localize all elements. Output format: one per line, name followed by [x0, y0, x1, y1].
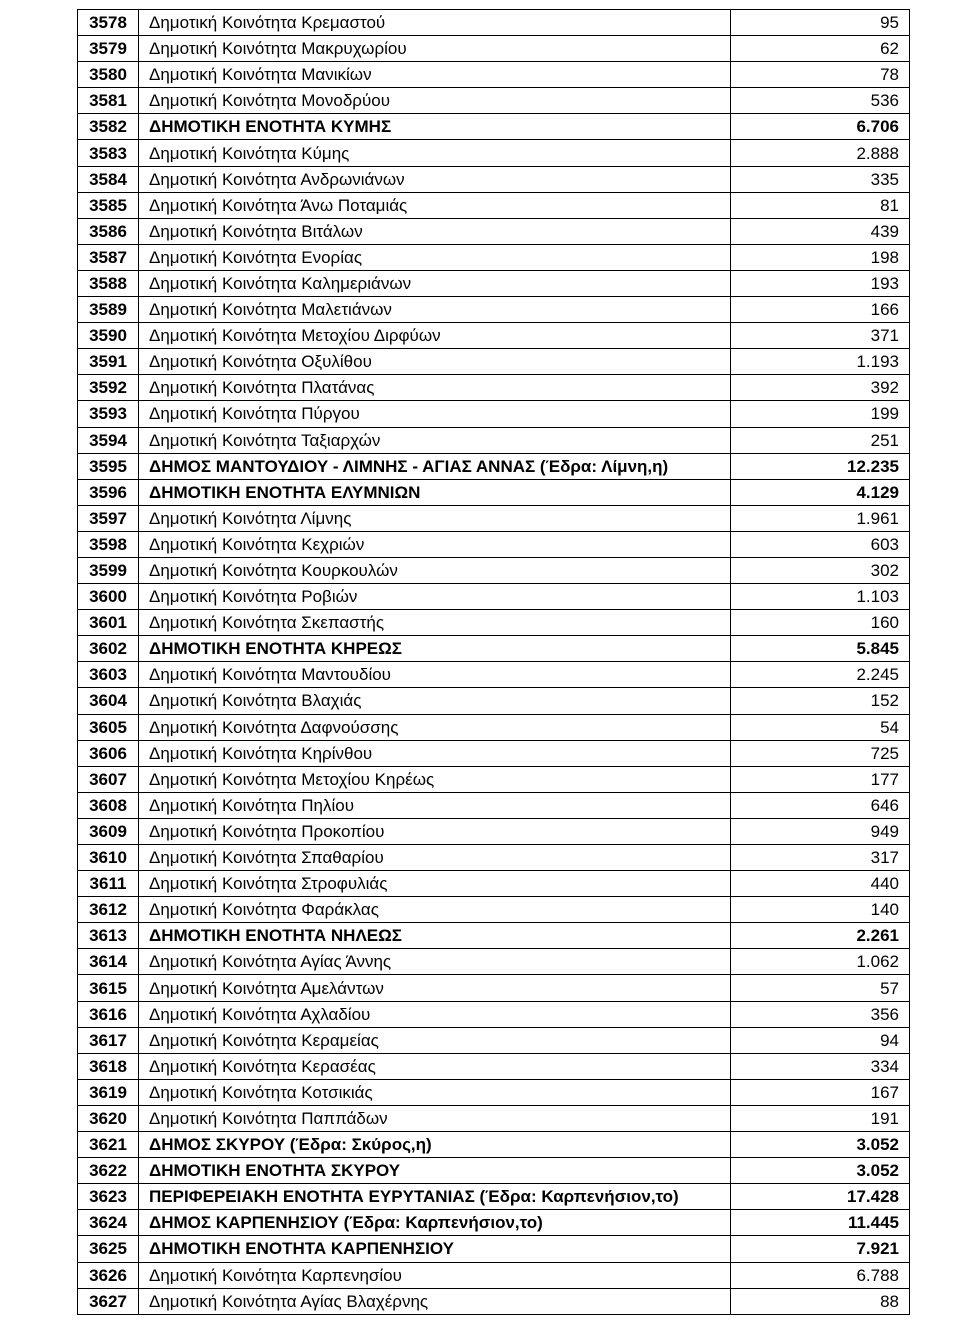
row-population: 1.961 [731, 505, 910, 531]
row-code: 3609 [78, 818, 139, 844]
row-code: 3600 [78, 584, 139, 610]
table-row [78, 401, 910, 427]
row-code: 3626 [78, 1262, 139, 1288]
row-name: Δημοτική Κοινότητα Κερασέας [139, 1053, 731, 1079]
table-row [78, 818, 910, 844]
table-row [78, 1184, 910, 1210]
row-code: 3618 [78, 1053, 139, 1079]
row-population: 2.888 [731, 140, 910, 166]
table-row [78, 62, 910, 88]
row-population: 439 [731, 218, 910, 244]
row-population: 3.052 [731, 1158, 910, 1184]
row-name: ΔΗΜΟΤΙΚΗ ΕΝΟΤΗΤΑ ΚΥΜΗΣ [139, 114, 731, 140]
row-name: Δημοτική Κοινότητα Καρπενησίου [139, 1262, 731, 1288]
table-row [78, 1132, 910, 1158]
row-name: Δημοτική Κοινότητα Κεραμείας [139, 1027, 731, 1053]
row-population: 2.245 [731, 662, 910, 688]
row-name: Δημοτική Κοινότητα Κουρκουλών [139, 557, 731, 583]
row-name: Δημοτική Κοινότητα Κεχριών [139, 531, 731, 557]
table-row [78, 244, 910, 270]
row-code: 3578 [78, 10, 139, 36]
row-name: Δημοτική Κοινότητα Κοτσικιάς [139, 1079, 731, 1105]
row-code: 3580 [78, 62, 139, 88]
row-name: ΔΗΜΟΤΙΚΗ ΕΝΟΤΗΤΑ ΝΗΛΕΩΣ [139, 923, 731, 949]
row-name: Δημοτική Κοινότητα Κηρίνθου [139, 740, 731, 766]
row-population: 302 [731, 557, 910, 583]
row-code: 3625 [78, 1236, 139, 1262]
row-name: Δημοτική Κοινότητα Δαφνούσσης [139, 714, 731, 740]
row-code: 3619 [78, 1079, 139, 1105]
table-row [78, 1027, 910, 1053]
table-row [78, 1236, 910, 1262]
table-row [78, 1210, 910, 1236]
row-name: Δημοτική Κοινότητα Φαράκλας [139, 897, 731, 923]
row-population: 2.261 [731, 923, 910, 949]
row-code: 3595 [78, 453, 139, 479]
table-row [78, 323, 910, 349]
row-code: 3603 [78, 662, 139, 688]
row-name: Δημοτική Κοινότητα Αγίας Βλαχέρνης [139, 1288, 731, 1314]
row-population: 3.052 [731, 1132, 910, 1158]
row-code: 3598 [78, 531, 139, 557]
row-name: ΔΗΜΟΣ ΣΚΥΡΟΥ (Έδρα: Σκύρος,η) [139, 1132, 731, 1158]
row-population: 140 [731, 897, 910, 923]
row-population: 11.445 [731, 1210, 910, 1236]
row-name: ΔΗΜΟΣ ΚΑΡΠΕΝΗΣΙΟΥ (Έδρα: Καρπενήσιον,το) [139, 1210, 731, 1236]
row-code: 3610 [78, 845, 139, 871]
row-name: Δημοτική Κοινότητα Ροβιών [139, 584, 731, 610]
row-population: 6.706 [731, 114, 910, 140]
row-population: 167 [731, 1079, 910, 1105]
row-code: 3606 [78, 740, 139, 766]
table-row [78, 192, 910, 218]
row-name: ΔΗΜΟΤΙΚΗ ΕΝΟΤΗΤΑ ΚΗΡΕΩΣ [139, 636, 731, 662]
row-name: Δημοτική Κοινότητα Πύργου [139, 401, 731, 427]
row-name: Δημοτική Κοινότητα Μανικίων [139, 62, 731, 88]
row-code: 3622 [78, 1158, 139, 1184]
row-name: Δημοτική Κοινότητα Παππάδων [139, 1105, 731, 1131]
table-row [78, 975, 910, 1001]
row-code: 3601 [78, 610, 139, 636]
row-code: 3611 [78, 871, 139, 897]
table-row [78, 636, 910, 662]
row-population: 166 [731, 297, 910, 323]
row-population: 57 [731, 975, 910, 1001]
row-name: Δημοτική Κοινότητα Μονοδρύου [139, 88, 731, 114]
row-code: 3592 [78, 375, 139, 401]
row-name: Δημοτική Κοινότητα Οξυλίθου [139, 349, 731, 375]
row-name: Δημοτική Κοινότητα Μαντουδίου [139, 662, 731, 688]
row-population: 95 [731, 10, 910, 36]
row-code: 3620 [78, 1105, 139, 1131]
table-row [78, 923, 910, 949]
row-name: Δημοτική Κοινότητα Μαλετιάνων [139, 297, 731, 323]
table-row [78, 531, 910, 557]
table-row [78, 140, 910, 166]
table-row [78, 714, 910, 740]
table-row [78, 1262, 910, 1288]
row-name: Δημοτική Κοινότητα Μετοχίου Κηρέως [139, 766, 731, 792]
row-population: 335 [731, 166, 910, 192]
table-row [78, 871, 910, 897]
row-population: 94 [731, 1027, 910, 1053]
row-population: 78 [731, 62, 910, 88]
row-population: 7.921 [731, 1236, 910, 1262]
row-name: ΔΗΜΟΤΙΚΗ ΕΝΟΤΗΤΑ ΕΛΥΜΝΙΩΝ [139, 479, 731, 505]
row-name: Δημοτική Κοινότητα Ενορίας [139, 244, 731, 270]
row-code: 3582 [78, 114, 139, 140]
row-name: Δημοτική Κοινότητα Βιτάλων [139, 218, 731, 244]
table-row [78, 897, 910, 923]
table-row [78, 584, 910, 610]
row-name: Δημοτική Κοινότητα Μακρυχωρίου [139, 36, 731, 62]
row-code: 3597 [78, 505, 139, 531]
row-code: 3608 [78, 792, 139, 818]
table-row [78, 166, 910, 192]
table-row [78, 949, 910, 975]
row-code: 3596 [78, 479, 139, 505]
row-population: 317 [731, 845, 910, 871]
population-table [77, 9, 910, 1315]
row-name: Δημοτική Κοινότητα Βλαχιάς [139, 688, 731, 714]
row-code: 3590 [78, 323, 139, 349]
row-population: 646 [731, 792, 910, 818]
row-code: 3602 [78, 636, 139, 662]
row-population: 54 [731, 714, 910, 740]
row-name: Δημοτική Κοινότητα Στροφυλιάς [139, 871, 731, 897]
row-code: 3627 [78, 1288, 139, 1314]
row-code: 3588 [78, 270, 139, 296]
table-row [78, 792, 910, 818]
row-code: 3605 [78, 714, 139, 740]
row-name: Δημοτική Κοινότητα Πλατάνας [139, 375, 731, 401]
row-population: 160 [731, 610, 910, 636]
row-population: 152 [731, 688, 910, 714]
row-code: 3581 [78, 88, 139, 114]
row-name: Δημοτική Κοινότητα Αγίας Άννης [139, 949, 731, 975]
row-code: 3617 [78, 1027, 139, 1053]
row-code: 3579 [78, 36, 139, 62]
row-code: 3585 [78, 192, 139, 218]
row-name: Δημοτική Κοινότητα Άνω Ποταμιάς [139, 192, 731, 218]
table-row [78, 740, 910, 766]
row-name: Δημοτική Κοινότητα Λίμνης [139, 505, 731, 531]
row-population: 371 [731, 323, 910, 349]
table-row [78, 479, 910, 505]
row-name: ΠΕΡΙΦΕΡΕΙΑΚΗ ΕΝΟΤΗΤΑ ΕΥΡΥΤΑΝΙΑΣ (Έδρα: Καρπενήσιον,το) [139, 1184, 731, 1210]
table-row [78, 1079, 910, 1105]
table-body [78, 10, 910, 1315]
row-population: 177 [731, 766, 910, 792]
row-population: 1.103 [731, 584, 910, 610]
row-code: 3613 [78, 923, 139, 949]
table-row [78, 1105, 910, 1131]
row-code: 3624 [78, 1210, 139, 1236]
row-name: Δημοτική Κοινότητα Κρεμαστού [139, 10, 731, 36]
row-population: 193 [731, 270, 910, 296]
table-row [78, 349, 910, 375]
row-code: 3604 [78, 688, 139, 714]
table-row [78, 10, 910, 36]
row-population: 81 [731, 192, 910, 218]
table-row [78, 505, 910, 531]
table-row [78, 688, 910, 714]
row-code: 3614 [78, 949, 139, 975]
row-code: 3586 [78, 218, 139, 244]
row-name: Δημοτική Κοινότητα Προκοπίου [139, 818, 731, 844]
table-row [78, 662, 910, 688]
row-population: 1.193 [731, 349, 910, 375]
row-name: Δημοτική Κοινότητα Σκεπαστής [139, 610, 731, 636]
row-population: 725 [731, 740, 910, 766]
table-row [78, 845, 910, 871]
row-code: 3584 [78, 166, 139, 192]
table-row [78, 1053, 910, 1079]
table-row [78, 1158, 910, 1184]
row-population: 251 [731, 427, 910, 453]
row-population: 1.062 [731, 949, 910, 975]
row-name: ΔΗΜΟΣ ΜΑΝΤΟΥΔΙΟΥ - ΛΙΜΝΗΣ - ΑΓΙΑΣ ΑΝΝΑΣ (Έδρα: Λίμνη,η) [139, 453, 731, 479]
row-code: 3594 [78, 427, 139, 453]
table-row [78, 766, 910, 792]
row-code: 3587 [78, 244, 139, 270]
row-name: ΔΗΜΟΤΙΚΗ ΕΝΟΤΗΤΑ ΚΑΡΠΕΝΗΣΙΟΥ [139, 1236, 731, 1262]
row-population: 12.235 [731, 453, 910, 479]
row-population: 356 [731, 1001, 910, 1027]
row-population: 62 [731, 36, 910, 62]
table-row [78, 453, 910, 479]
table-row [78, 114, 910, 140]
row-code: 3616 [78, 1001, 139, 1027]
row-code: 3583 [78, 140, 139, 166]
row-name: Δημοτική Κοινότητα Αχλαδίου [139, 1001, 731, 1027]
row-population: 334 [731, 1053, 910, 1079]
row-population: 949 [731, 818, 910, 844]
row-population: 536 [731, 88, 910, 114]
row-name: ΔΗΜΟΤΙΚΗ ΕΝΟΤΗΤΑ ΣΚΥΡΟΥ [139, 1158, 731, 1184]
row-population: 4.129 [731, 479, 910, 505]
row-code: 3607 [78, 766, 139, 792]
row-name: Δημοτική Κοινότητα Πηλίου [139, 792, 731, 818]
row-population: 199 [731, 401, 910, 427]
table-row [78, 88, 910, 114]
row-name: Δημοτική Κοινότητα Μετοχίου Διρφύων [139, 323, 731, 349]
table-row [78, 270, 910, 296]
row-population: 88 [731, 1288, 910, 1314]
row-code: 3615 [78, 975, 139, 1001]
row-code: 3623 [78, 1184, 139, 1210]
table-row [78, 427, 910, 453]
row-population: 392 [731, 375, 910, 401]
row-population: 5.845 [731, 636, 910, 662]
row-name: Δημοτική Κοινότητα Καλημεριάνων [139, 270, 731, 296]
table-row [78, 375, 910, 401]
row-population: 191 [731, 1105, 910, 1131]
table-row [78, 1288, 910, 1314]
row-code: 3593 [78, 401, 139, 427]
row-name: Δημοτική Κοινότητα Ανδρωνιάνων [139, 166, 731, 192]
row-name: Δημοτική Κοινότητα Ταξιαρχών [139, 427, 731, 453]
row-code: 3589 [78, 297, 139, 323]
row-code: 3599 [78, 557, 139, 583]
row-code: 3621 [78, 1132, 139, 1158]
row-population: 440 [731, 871, 910, 897]
table-row [78, 297, 910, 323]
row-population: 198 [731, 244, 910, 270]
row-population: 603 [731, 531, 910, 557]
row-name: Δημοτική Κοινότητα Σπαθαρίου [139, 845, 731, 871]
row-code: 3591 [78, 349, 139, 375]
row-population: 6.788 [731, 1262, 910, 1288]
table-row [78, 610, 910, 636]
table-row [78, 36, 910, 62]
row-name: Δημοτική Κοινότητα Αμελάντων [139, 975, 731, 1001]
row-name: Δημοτική Κοινότητα Κύμης [139, 140, 731, 166]
table-row [78, 218, 910, 244]
table-row [78, 1001, 910, 1027]
table-row [78, 557, 910, 583]
row-population: 17.428 [731, 1184, 910, 1210]
row-code: 3612 [78, 897, 139, 923]
